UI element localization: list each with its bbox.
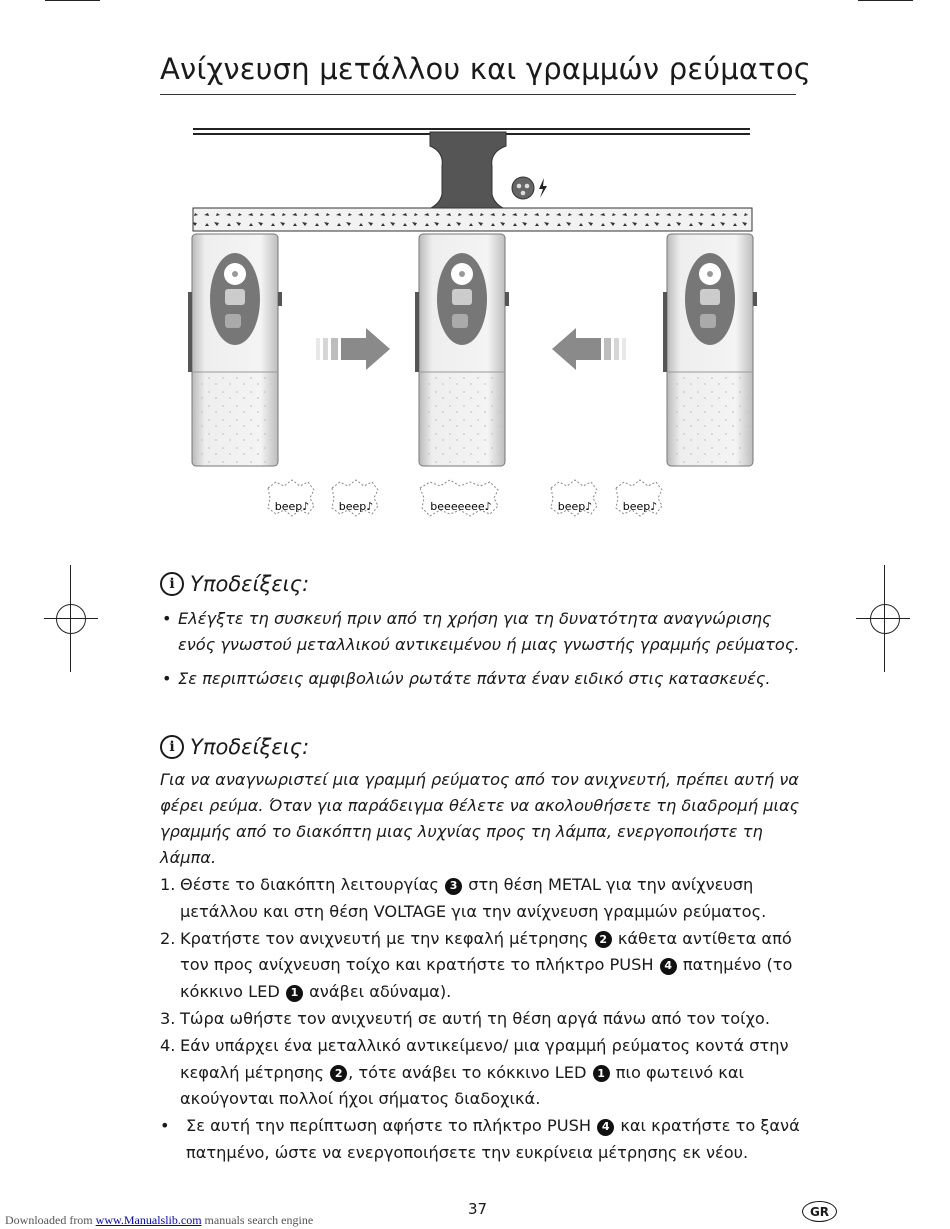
ref-number-icon: 3 (445, 878, 462, 895)
title-rule (160, 94, 796, 95)
note-bullet: • Σε περιπτώσεις αμφιβολιών ρωτάτε πάντα έναν ειδικό στις κατασκευές. (160, 666, 800, 692)
lightning-icon (539, 178, 547, 198)
beep-text: beeeeeee♪ (430, 500, 492, 513)
download-footer: Downloaded from www.Manualslib.com manuals search engine (5, 1213, 314, 1227)
crop-mark (858, 0, 913, 1)
ref-number-icon: 1 (593, 1065, 610, 1082)
detector-device-center (415, 234, 509, 466)
beep-burst-5 (616, 480, 662, 516)
beep-text: beep♪ (338, 500, 374, 513)
crop-mark (45, 0, 100, 1)
ref-number-icon: 4 (597, 1119, 614, 1136)
ref-number-icon: 2 (595, 931, 612, 948)
detector-illustration (180, 120, 770, 540)
cable-icon (512, 177, 534, 199)
ref-number-icon: 4 (660, 958, 677, 975)
ref-number-icon: 2 (330, 1065, 347, 1082)
page-number: 37 (468, 1200, 488, 1218)
beep-burst-1 (268, 480, 314, 516)
info-icon: i (160, 572, 184, 596)
arrow-left-icon (552, 328, 626, 370)
language-badge: GR (802, 1201, 837, 1222)
note-heading-text: Υποδείξεις: (190, 572, 310, 596)
registration-circle-left (56, 604, 86, 634)
beep-text: beep♪ (622, 500, 658, 513)
note-body (160, 606, 800, 700)
registration-circle-right (870, 604, 900, 634)
step-3: 3. Τώρα ωθήστε τον ανιχνευτή σε αυτή τη θέση αργά πάνω από τον τοίχο. (160, 1008, 770, 1028)
note-paragraph: Για να αναγνωριστεί μια γραμμή ρεύματος από τον ανιχνευτή, πρέπει αυτή να φέρει ρεύμα. Όταν για παράδειγμα θέλετε να ακολουθήσετε τη διαδρομή μιας γραμμής από το διακόπτη μιας λυχνίας προς τη λάμπα, ενεργοποιήστε τη λάμπα. (160, 770, 800, 867)
note-heading-text: Υποδείξεις: (190, 735, 310, 759)
info-icon: i (160, 735, 184, 759)
instruction-steps (160, 872, 800, 1167)
manualslib-link[interactable]: www.Manualslib.com (95, 1213, 202, 1227)
beep-text: beep♪ (557, 500, 593, 513)
step-2: 2. Κρατήστε τον ανιχνευτή με την κεφαλή μέτρησης 2 κάθετα αντίθετα από τον προς ανίχνευση τοίχο και κρατήστε το πλήκτρο PUSH 4 πατημένο (το κόκκινο LED 1 ανάβει αδύναμα). (160, 928, 793, 1002)
step-1: 1. Θέστε το διακόπτη λειτουργίας 3 στη θέση METAL για την ανίχνευση μετάλλου και στη θέση VOLTAGE για την ανίχνευση γραμμών ρεύματος. (160, 875, 767, 921)
note-heading (160, 572, 309, 596)
note-bullet: • Ελέγξτε τη συσκευή πριν από τη χρήση για τη δυνατότητα αναγνώρισης ενός γνωστού μεταλλικού αντικειμένου ή μιας γνωστής γραμμής ρεύματος. (160, 606, 800, 658)
step-4: 4. Εάν υπάρχει ένα μεταλλικό αντικείμενο/ μια γραμμή ρεύματος κοντά στην κεφαλή μέτρησης 2 , τότε ανάβει το κόκκινο LED 1 πιο φωτεινό και ακούγονται πολλοί ήχοι σήματος διαδοχικά. (160, 1035, 789, 1109)
ref-number-icon: 1 (286, 985, 303, 1002)
detector-device-left (188, 234, 282, 466)
note-heading (160, 735, 309, 759)
page-title: Ανίχνευση μετάλλου και γραμμών ρεύματος (160, 52, 811, 86)
arrow-right-icon (316, 328, 390, 370)
detector-device-right (663, 234, 757, 466)
step-bullet: • Σε αυτή την περίπτωση αφήστε το πλήκτρο PUSH 4 και κρατήστε το ξανά πατημένο, ώστε να ενεργοποιήσετε την ευκρίνεια μέτρησης εκ νέου. (160, 1116, 800, 1162)
beep-burst-center (420, 480, 498, 516)
beep-burst-4 (551, 480, 597, 516)
beep-text: beep♪ (274, 500, 310, 513)
beep-burst-2 (332, 480, 378, 516)
